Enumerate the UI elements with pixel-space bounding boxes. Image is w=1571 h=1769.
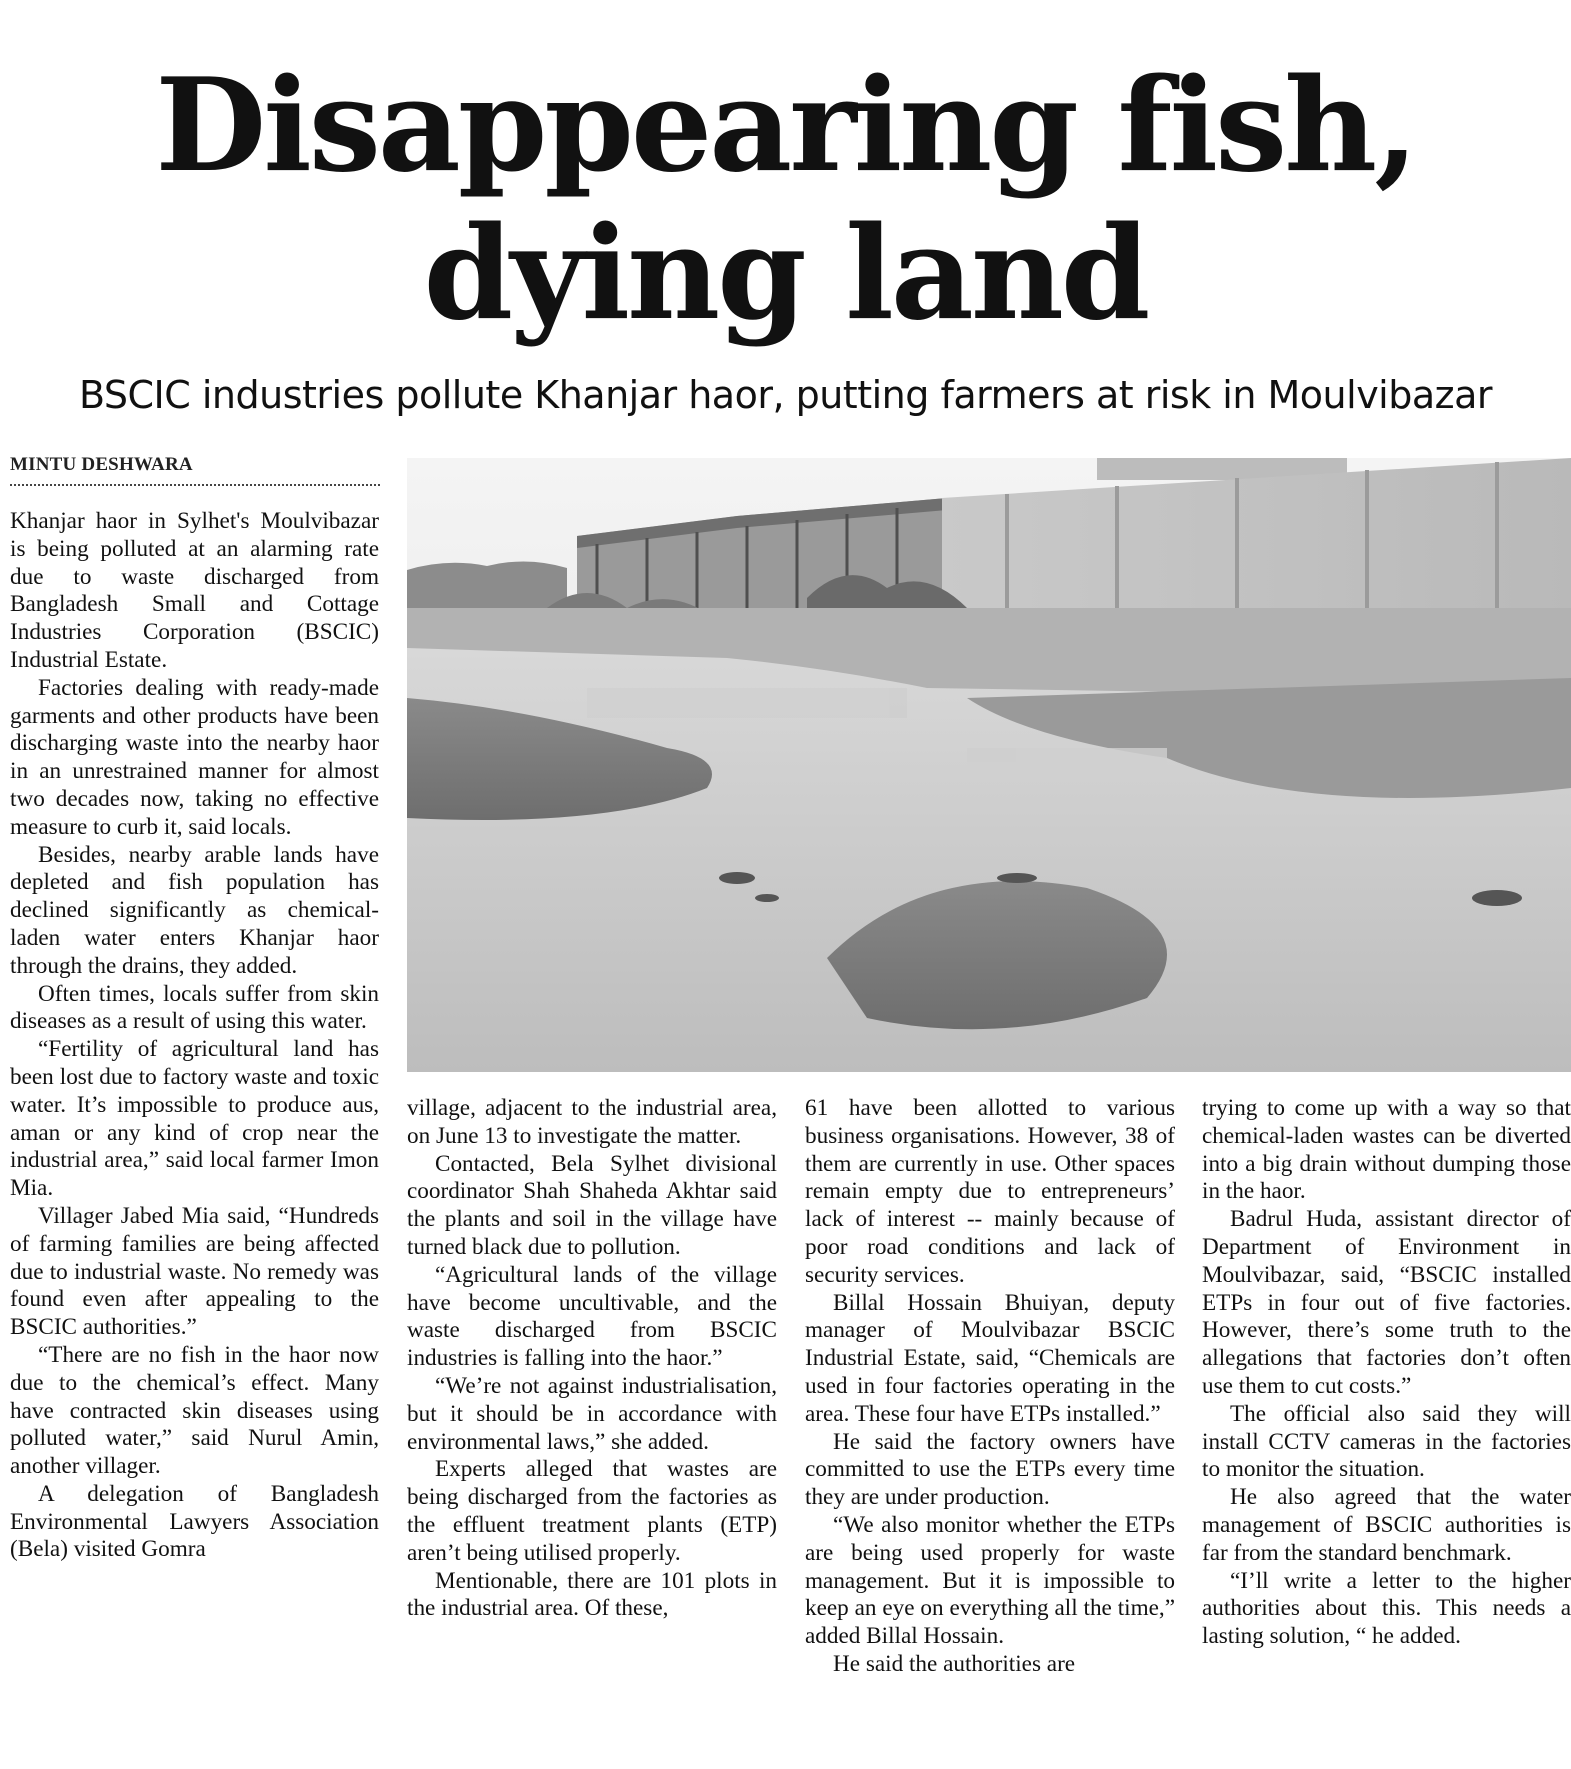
news-photo-polluted-haor — [407, 458, 1571, 1072]
paragraph: He said the factory owners have committed to use the ETPs every time they are under production. — [805, 1428, 1175, 1511]
paragraph: Villager Jabed Mia said, “Hundreds of farming families are being affected due to industrial waste. No remedy was found even after appealing to the BSCIC authorities.” — [10, 1202, 379, 1341]
paragraph: He also agreed that the water management of BSCIC authorities is far from the standard benchmark. — [1202, 1484, 1571, 1566]
headline-line-1: Disappearing fish, — [155, 51, 1416, 201]
paragraph: He said the authorities are — [833, 1650, 1076, 1677]
paragraph: Often times, locals suffer from skin diseases as a result of using this water. — [10, 980, 379, 1035]
paragraph: Contacted, Bela Sylhet divisional coordinator Shah Shaheda Akhtar said the plants and soil in the village have turned black due to pollution. — [407, 1150, 777, 1260]
paragraph: Billal Hossain Bhuiyan, deputy manager of Moulvibazar BSCIC Industrial Estate, said, “Chemicals are used in four factories operating in the area. These four have ETPs installed.” — [805, 1289, 1175, 1427]
paragraph: Besides, nearby arable lands have depleted and fish population has declined significantly as chemical-laden water enters Khanjar haor through the drains, they added. — [10, 841, 379, 979]
paragraph: “There are no fish in the haor now due to the chemical’s effect. Many have contracted skin diseases using polluted water,” said Nurul Amin, another villager. — [10, 1341, 379, 1480]
paragraph: “We also monitor whether the ETPs are being used properly for waste management. But it is impossible to keep an eye on everything all the time,” added Billal Hossain. — [805, 1511, 1175, 1650]
subheadline: BSCIC industries pollute Khanjar haor, putting farmers at risk in Moulvibazar — [79, 373, 1492, 417]
paragraph: The official also said they will install CCTV cameras in the factories to monitor the situation. — [1202, 1400, 1571, 1483]
byline: MINTU DESHWARA — [10, 454, 380, 486]
paragraph: Experts alleged that wastes are being discharged from the factories as the effluent treatment plants (ETP) aren’t being utilised properly. — [407, 1456, 777, 1566]
article-column-1 — [10, 508, 379, 1758]
paragraph: 61 have been allotted to various business organisations. However, 38 of them are currently in use. Other spaces remain empty due to entrepreneurs’ lack of interest -- mainly because of poor road conditions and lack of security services. — [805, 1095, 1175, 1288]
paragraph: “We’re not against industrialisation, but it should be in accordance with environmental laws,” she added. — [407, 1372, 777, 1455]
paragraph: Khanjar haor in Sylhet's Moulvibazar is being polluted at an alarming rate due to waste discharged from Bangladesh Small and Cottage Industries Corporation (BSCIC) Industrial Estate. — [10, 508, 379, 673]
paragraph: trying to come up with a way so that chemical-laden wastes can be diverted into a big drain without dumping those in the haor. — [1202, 1095, 1571, 1205]
article-column-3 — [805, 1095, 1175, 1765]
paragraph: Badrul Huda, assistant director of Department of Environment in Moulvibazar, said, “BSCIC installed ETPs in four out of five factories. However, there’s some truth to the allegations that factories don’t often use them to cut costs.” — [1202, 1206, 1571, 1399]
article-column-2 — [407, 1095, 777, 1765]
paragraph: “I’ll write a letter to the higher authorities about this. This needs a lasting solution, “ he added. — [1202, 1567, 1571, 1650]
paragraph: “Agricultural lands of the village have become uncultivable, and the waste discharged from BSCIC industries is falling into the haor.” — [407, 1261, 777, 1372]
paragraph: Mentionable, there are 101 plots in the industrial area. Of these, — [407, 1567, 777, 1622]
article-column-4 — [1202, 1095, 1571, 1765]
paragraph: Factories dealing with ready-made garments and other products have been discharging waste into the nearby haor in an unrestrained manner for almost two decades now, taking no effective measure to curb it, said locals. — [10, 674, 379, 840]
paragraph: village, adjacent to the industrial area, on June 13 to investigate the matter. — [407, 1095, 777, 1149]
headline-line-2: dying land — [423, 199, 1148, 349]
headline — [0, 52, 1571, 348]
paragraph: “Fertility of agricultural land has been lost due to factory waste and toxic water. It’s impossible to produce aus, aman or any kind of crop near the industrial area,” said local farmer Imon Mia. — [10, 1036, 379, 1202]
paragraph: A delegation of Bangladesh Environmental Lawyers Association (Bela) visited Gomra — [10, 1480, 379, 1563]
